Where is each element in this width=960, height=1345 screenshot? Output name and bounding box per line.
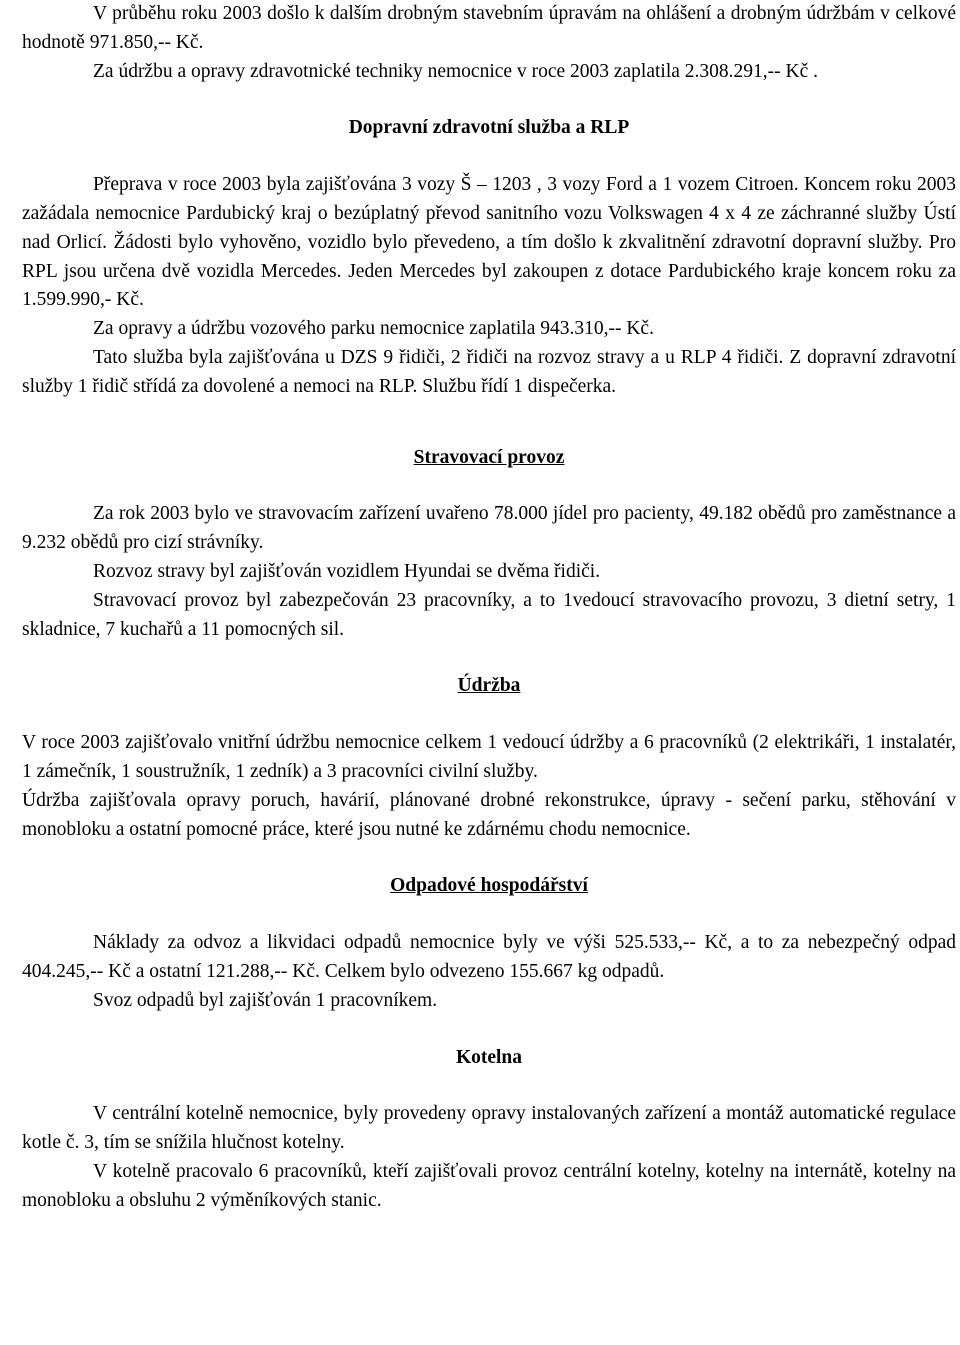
transport-paragraph-staff: Tato služba byla zajišťována u DZS 9 řidiči, 2 řidiči na rozvoz stravy a u RLP 4 řidiči. Z dopravní zdravotní služby 1 řidič střídá za dovolené a nemoci na RLP. Službu řídí 1 dispečerka. (22, 346, 956, 397)
section-boiler (22, 1044, 956, 1216)
boiler-paragraph-staff: V kotelně pracovalo 6 pracovníků, kteří zajišťovali provoz centrální kotelny, kotelny na internátě, kotelny na monobloku a obsluhu 2 výměníkových stanic. (22, 1160, 956, 1211)
section-waste (22, 872, 956, 1015)
intro-paragraph-equipment: Za údržbu a opravy zdravotnické techniky nemocnice v roce 2003 zaplatila 2.308.291,-- Kč . (93, 60, 819, 82)
transport-paragraph-fleet: Přeprava v roce 2003 byla zajišťována 3 vozy Š – 1203 , 3 vozy Ford a 1 vozem Citroen. Koncem roku 2003 zažádala nemocnice Pardubický kraj o bezúplatný převod sanitního vozu Volkswagen 4 x 4 ze záchranné služby Ústí nad Orlicí. Žádosti bylo vyhověno, vozidlo bylo převedeno, a tím došlo k zkvalitnění zdravotní dopravní služby. Pro RPL jsou určena dvě vozidla Mercedes. Jeden Mercedes byl zakoupen z dotace Pardubického kraje koncem roku za 1.599.990,- Kč. (22, 174, 956, 311)
heading-maintenance: Údržba (457, 675, 521, 697)
catering-paragraph-delivery: Rozvoz stravy byl zajišťován vozidlem Hyundai se dvěma řidiči. (93, 560, 601, 582)
waste-paragraph-costs: Náklady za odvoz a likvidaci odpadů nemocnice byly ve výši 525.533,-- Kč, a to za nebezpečný odpad 404.245,-- Kč a ostatní 121.288,-- Kč. Celkem bylo odvezeno 155.667 kg odpadů. (22, 932, 956, 982)
heading-boiler: Kotelna (455, 1046, 523, 1068)
heading-waste: Odpadové hospodářství (390, 875, 588, 897)
section-maintenance (22, 672, 956, 844)
boiler-paragraph-repairs: V centrální kotelně nemocnice, byly provedeny opravy instalovaných zařízení a montáž automatické regulace kotle č. 3, tím se snížila hlučnost kotelny. (22, 1103, 956, 1154)
section-catering (22, 444, 956, 645)
maintenance-paragraph-staff: V roce 2003 zajišťovalo vnitřní údržbu nemocnice celkem 1 vedoucí údržby a 6 pracovníků (2 elektrikáři, 1 instalatér, 1 zámečník, 1 soustružník, 1 zedník) a 3 pracovníci civilní služby. (22, 732, 956, 782)
maintenance-paragraph-work: Údržba zajišťovala opravy poruch, havárií, plánované drobné rekonstrukce, úpravy - sečení parku, stěhování v monobloku a ostatní pomocné práce, které jsou nutné ke zdárnému chodu nemocnice. (22, 789, 956, 840)
section-intro (22, 0, 956, 86)
section-transport (22, 114, 956, 401)
intro-paragraph-construction: V průběhu roku 2003 došlo k dalším drobným stavebním úpravám na ohlášení a drobným údržbám v celkové hodnotě 971.850,-- Kč. (22, 3, 956, 53)
catering-paragraph-meals: Za rok 2003 bylo ve stravovacím zařízení uvařeno 78.000 jídel pro pacienty, 49.182 obědů pro zaměstnance a 9.232 obědů pro cizí strávníky. (22, 503, 956, 554)
heading-catering: Stravovací provoz (413, 446, 565, 468)
waste-paragraph-collection: Svoz odpadů byl zajišťován 1 pracovníkem. (93, 989, 438, 1011)
document-page (22, 0, 956, 1216)
catering-paragraph-staff: Stravovací provoz byl zabezpečován 23 pracovníky, a to 1vedoucí stravovacího provozu, 3 dietní setry, 1 skladnice, 7 kuchařů a 11 pomocných sil. (22, 589, 956, 640)
heading-transport: Dopravní zdravotní služba a RLP (348, 117, 630, 139)
transport-paragraph-repairs: Za opravy a údržbu vozového parku nemocnice zaplatila 943.310,-- Kč. (93, 318, 654, 340)
